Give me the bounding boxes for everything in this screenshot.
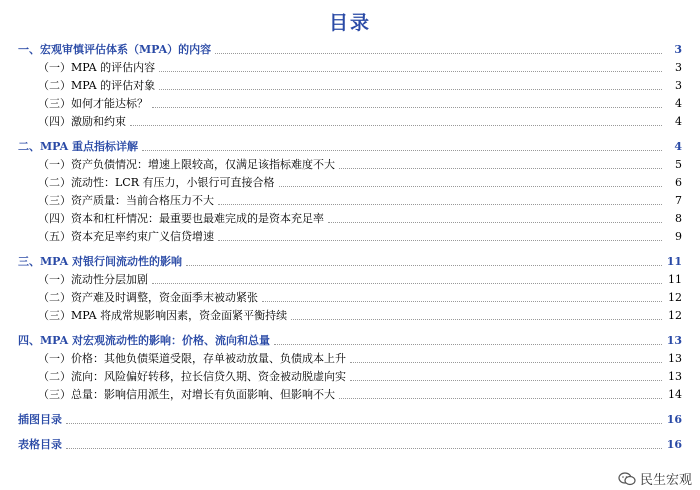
leader-dots	[130, 115, 662, 126]
wechat-icon	[618, 472, 636, 486]
toc-page-number: 6	[675, 175, 682, 189]
toc-entry[interactable]	[18, 306, 682, 324]
leader-dots	[66, 413, 662, 424]
toc-page-number: 12	[668, 308, 682, 322]
leader-dots	[159, 79, 662, 90]
toc-page-number: 4	[675, 114, 682, 128]
page-title: 目录	[328, 12, 371, 34]
toc-entry[interactable]	[18, 227, 682, 245]
toc-entry[interactable]	[18, 58, 682, 76]
leader-dots	[66, 438, 662, 449]
leader-dots	[350, 370, 662, 381]
toc-page-number: 11	[666, 254, 682, 268]
toc-entry[interactable]	[18, 385, 682, 403]
toc-entry-label: （二）流向：风险偏好转移，拉长信贷久期、资金被动脱虚向实	[38, 368, 350, 384]
toc-page-number: 13	[668, 351, 682, 365]
leader-dots	[142, 140, 662, 151]
toc-page-number: 13	[668, 369, 682, 383]
leader-dots	[339, 388, 662, 399]
toc-page-number: 5	[675, 157, 682, 171]
toc-entry-label: （二）流动性：LCR 有压力，小银行可直接合格	[38, 174, 279, 190]
toc-page-number: 3	[675, 78, 682, 92]
toc-page-number: 3	[675, 60, 682, 74]
toc-section[interactable]	[18, 137, 682, 155]
toc-page-number: 9	[675, 229, 682, 243]
toc-section-label: 四、MPA 对宏观流动性的影响：价格、流向和总量	[18, 332, 274, 348]
toc-section[interactable]	[18, 331, 682, 349]
toc-page-number: 4	[674, 139, 682, 153]
leader-dots	[274, 334, 662, 345]
toc-entry[interactable]	[18, 112, 682, 130]
toc-page-number: 8	[675, 211, 682, 225]
toc-page-number: 4	[675, 96, 682, 110]
watermark	[618, 469, 692, 488]
toc-section-label: 二、MPA 重点指标详解	[18, 138, 142, 154]
leader-dots	[218, 230, 662, 241]
leader-dots	[339, 158, 662, 169]
toc-entry-label: （三）如何才能达标？	[38, 95, 152, 111]
toc-entry[interactable]	[18, 155, 682, 173]
table-of-contents	[18, 40, 682, 453]
toc-entry-label: （三）MPA 将成常规影响因素，资金面紧平衡持续	[38, 307, 291, 323]
toc-entry-label: （一）MPA 的评估内容	[38, 59, 159, 75]
toc-entry-label: （三）总量：影响信用派生，对增长有负面影响、但影响不大	[38, 386, 339, 402]
leader-dots	[186, 255, 662, 266]
toc-section-label: 三、MPA 对银行间流动性的影响	[18, 253, 186, 269]
leader-dots	[218, 194, 662, 205]
toc-section[interactable]	[18, 252, 682, 270]
toc-entry-label: （三）资产质量：当前合格压力不大	[38, 192, 218, 208]
toc-entry-label: （四）资本和杠杆情况：最重要也最难完成的是资本充足率	[38, 210, 328, 226]
toc-entry-label: （一）资产负债情况：增速上限较高，仅满足该指标难度不大	[38, 156, 339, 172]
toc-entry-label: （五）资本充足率约束广义信贷增速	[38, 228, 218, 244]
toc-section[interactable]	[18, 40, 682, 58]
toc-entry[interactable]	[18, 367, 682, 385]
toc-section-label: 插图目录	[18, 411, 66, 427]
toc-entry-label: （二）MPA 的评估对象	[38, 77, 159, 93]
toc-section-label: 一、宏观审慎评估体系（MPA）的内容	[18, 41, 215, 57]
leader-dots	[159, 61, 662, 72]
toc-entry-label: （二）资产难及时调整，资金面季末被动紧张	[38, 289, 262, 305]
toc-entry-label: （一）价格：其他负债渠道受限，存单被动放量、负债成本上升	[38, 350, 350, 366]
toc-entry[interactable]	[18, 76, 682, 94]
toc-entry[interactable]	[18, 270, 682, 288]
toc-entry[interactable]	[18, 209, 682, 227]
leader-dots	[279, 176, 663, 187]
watermark-text: 民生宏观	[639, 473, 692, 488]
toc-entry-label: （四）激励和约束	[38, 113, 130, 129]
leader-dots	[328, 212, 662, 223]
leader-dots	[152, 97, 662, 108]
leader-dots	[152, 273, 662, 284]
toc-page-number: 16	[666, 412, 682, 426]
leader-dots	[262, 291, 662, 302]
toc-section-label: 表格目录	[18, 436, 66, 452]
toc-tables[interactable]	[18, 435, 682, 453]
toc-entry[interactable]	[18, 191, 682, 209]
toc-page-number: 12	[668, 290, 682, 304]
toc-figures[interactable]	[18, 410, 682, 428]
toc-entry[interactable]	[18, 349, 682, 367]
toc-entry[interactable]	[18, 94, 682, 112]
leader-dots	[350, 352, 662, 363]
toc-entry[interactable]	[18, 173, 682, 191]
toc-page-number: 13	[666, 333, 682, 347]
toc-entry[interactable]	[18, 288, 682, 306]
toc-page-number: 7	[675, 193, 682, 207]
leader-dots	[291, 309, 662, 320]
toc-entry-label: （一）流动性分层加剧	[38, 271, 152, 287]
toc-page-number: 11	[668, 272, 682, 286]
toc-page-number: 3	[674, 42, 682, 56]
toc-page-number: 16	[666, 437, 682, 451]
toc-page-number: 14	[668, 387, 682, 401]
leader-dots	[215, 43, 662, 54]
